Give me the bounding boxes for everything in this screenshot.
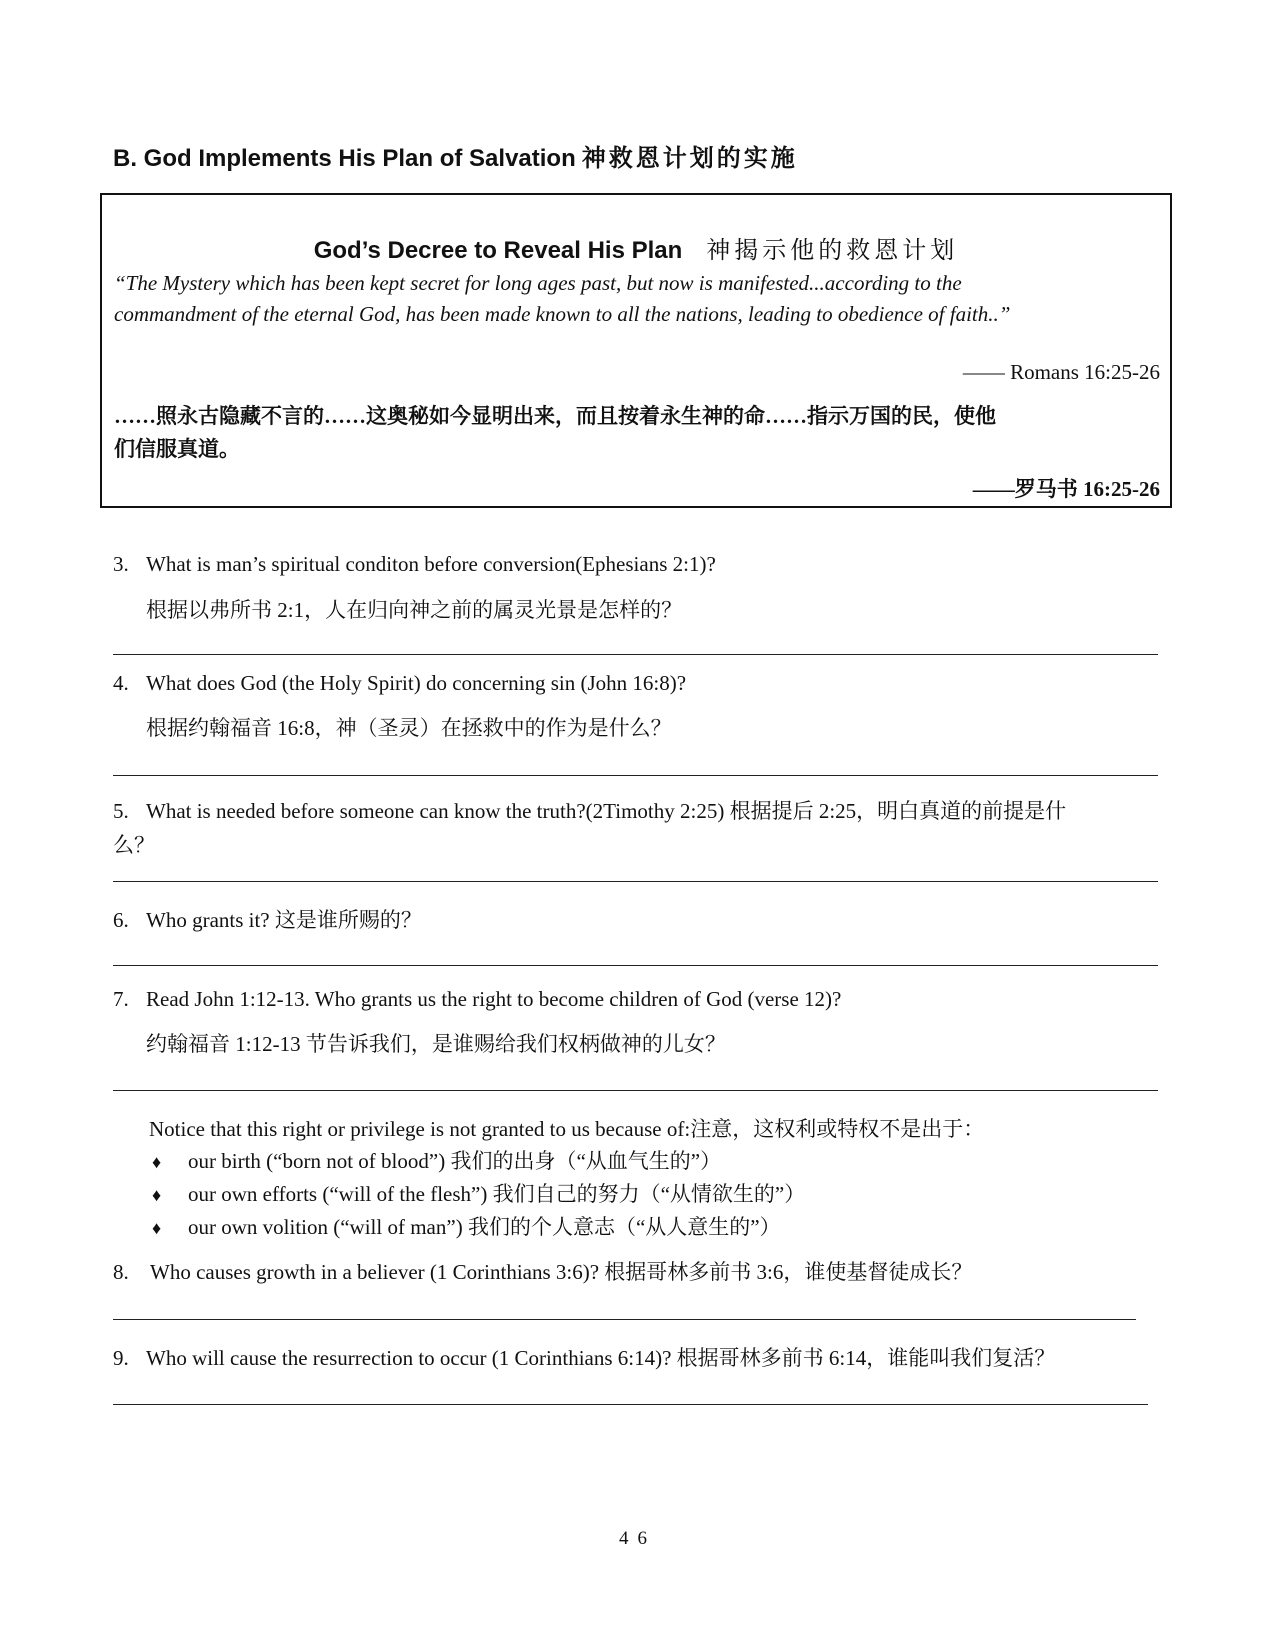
question-number: 7. [113, 987, 129, 1011]
page-number: 46 [619, 1528, 656, 1549]
question-text-en: Read John 1:12-13. Who grants us the right to become children of God (verse 12)? [146, 987, 842, 1011]
box-title [102, 230, 1170, 265]
question-text-en: What is needed before someone can know the truth?(2Timothy 2:25) 根据提后 2:25，明白真道的前提是什 [146, 799, 1067, 823]
answer-line-7[interactable] [113, 1090, 1158, 1091]
bullet-text: our birth (“born not of blood”) 我们的出身（“从血气生的”） [188, 1149, 722, 1173]
question-number: 5. [113, 799, 129, 823]
question-9 [113, 1342, 1055, 1372]
section-title-en: B. God Implements His Plan of Salvation [113, 145, 576, 172]
diamond-bullet-icon: ♦ [152, 1185, 162, 1205]
answer-line-8[interactable] [113, 1319, 1136, 1320]
question-number: 8. [113, 1260, 129, 1284]
answer-line-5[interactable] [113, 881, 1158, 882]
question-number: 3. [113, 552, 129, 576]
question-5-continued: 么？ [113, 833, 155, 857]
question-7-zh: 约翰福音 1:12-13 节告诉我们，是谁赐给我们权柄做神的儿女？ [146, 1032, 726, 1056]
question-number: 6. [113, 908, 129, 932]
answer-line-3[interactable] [113, 654, 1158, 655]
question-number: 4. [113, 671, 129, 695]
reference-en: —— Romans 16:25-26 [962, 360, 1160, 384]
question-7 [113, 987, 841, 1012]
bullet-text: our own efforts (“will of the flesh”) 我们自己的努力（“从情欲生的”） [188, 1182, 806, 1206]
diamond-bullet-icon: ♦ [152, 1218, 162, 1238]
box-title-zh: 神揭示他的救恩计划 [706, 236, 959, 264]
question-text-en: Who grants it? 这是谁所赐的？ [146, 908, 422, 932]
question-text-en: Who causes growth in a believer (1 Corinthians 3:6)? 根据哥林多前书 3:6，谁使基督徒成长？ [150, 1260, 973, 1284]
scripture-box [100, 193, 1172, 508]
question-5 [113, 795, 1066, 825]
notice-bullet-3 [152, 1211, 781, 1241]
quote-zh-line-1: ……照永古隐藏不言的……这奥秘如今显明出来，而且按着永生神的命……指示万国的民，使他 [114, 404, 996, 428]
box-title-en: God’s Decree to Reveal His Plan [313, 237, 683, 264]
reference-zh: ——罗马书 16:25-26 [972, 477, 1160, 501]
bullet-text: our own volition (“will of man”) 我们的个人意志（“从人意生的”） [188, 1215, 781, 1239]
answer-line-6[interactable] [113, 965, 1158, 966]
quote-zh-line-2: 们信服真道。 [114, 437, 240, 461]
question-3 [113, 552, 716, 577]
notice-text: Notice that this right or privilege is not granted to us because of:注意，这权利或特权不是出于： [149, 1117, 985, 1141]
question-3-zh: 根据以弗所书 2:1，人在归向神之前的属灵光景是怎样的？ [146, 598, 683, 622]
question-text-en: What is man’s spiritual conditon before conversion(Ephesians 2:1)? [146, 552, 716, 576]
answer-line-9[interactable] [113, 1404, 1148, 1405]
question-text-en: What does God (the Holy Spirit) do concerning sin (John 16:8)? [146, 671, 687, 695]
question-text-en: Who will cause the resurrection to occur (1 Corinthians 6:14)? 根据哥林多前书 6:14，谁能叫我们复活？ [146, 1346, 1056, 1370]
question-8 [113, 1256, 972, 1286]
question-4-zh: 根据约翰福音 16:8，神（圣灵）在拯救中的作为是什么？ [146, 716, 672, 740]
quote-en-line-2: commandment of the eternal God, has been made known to all the nations, leading to obedience of faith..” [114, 302, 1011, 326]
quote-en-line-1: “The Mystery which has been kept secret for long ages past, but now is manifested...according to the [114, 271, 962, 295]
question-number: 9. [113, 1346, 129, 1370]
answer-line-4[interactable] [113, 775, 1158, 776]
question-6 [113, 904, 422, 934]
diamond-bullet-icon: ♦ [152, 1152, 162, 1172]
notice-bullet-1 [152, 1145, 721, 1175]
question-4 [113, 671, 686, 696]
section-title [113, 138, 798, 173]
section-title-zh: 神救恩计划的实施 [581, 144, 798, 172]
notice-bullet-2 [152, 1178, 805, 1208]
